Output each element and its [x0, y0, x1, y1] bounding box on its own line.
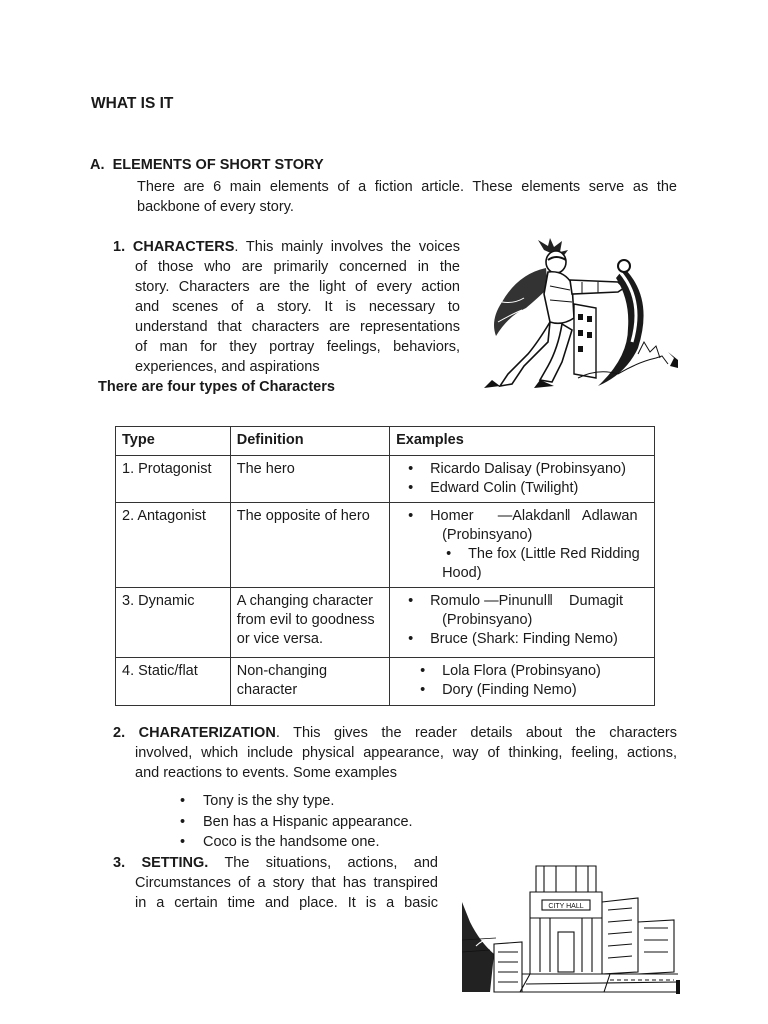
characterization-term: CHARATERIZATION	[138, 725, 276, 741]
table-cell-definition: The hero	[230, 456, 389, 503]
characterization-paragraph	[113, 723, 677, 783]
characterization-line-3: and reactions to events. Some examples	[135, 765, 397, 781]
example-item: • The fox (Little Red Ridding	[446, 546, 640, 562]
list-item: • Tony is the shy type.	[180, 791, 413, 812]
section-a-label: A.	[90, 157, 105, 173]
example-item: • Lola Flora (Probinsyano)	[420, 663, 601, 679]
example-item-continuation: Hood)	[442, 565, 482, 581]
bullet-icon: •	[420, 663, 426, 679]
table-cell-examples	[390, 456, 655, 503]
setting-term: SETTING.	[141, 855, 209, 871]
table-row	[116, 456, 655, 503]
setting-line-2: Circumstances of a story that has transpired	[135, 875, 438, 891]
table-header-row	[116, 427, 655, 456]
table-cell-definition: A changing character from evil to goodness or vice versa.	[230, 588, 389, 658]
bullet-icon: •	[408, 593, 414, 609]
table-header-examples: Examples	[390, 427, 655, 456]
table-cell-type: 2. Antagonist	[116, 503, 231, 588]
table-header-definition: Definition	[230, 427, 389, 456]
characters-number: 1.	[113, 239, 126, 255]
table-row	[116, 658, 655, 706]
table-header-type: Type	[116, 427, 231, 456]
characters-line-4: and scenes of a story. It is necessary to	[135, 299, 460, 315]
characters-line-1: . This mainly involves the voices	[234, 239, 460, 255]
list-item: • Ben has a Hispanic appearance.	[180, 812, 413, 833]
characterization-line-2: involved, which include physical appearance, way of thinking, feeling, actions,	[135, 745, 677, 761]
types-heading: There are four types of Characters	[98, 379, 335, 395]
bullet-icon: •	[180, 813, 186, 830]
characterization-examples-list	[180, 791, 413, 853]
table-cell-examples	[390, 503, 655, 588]
characters-line-6: of man for they portray feelings, behaviors,	[135, 339, 460, 355]
table-cell-definition: The opposite of hero	[230, 503, 389, 588]
setting-paragraph	[113, 853, 438, 913]
section-a-title: ELEMENTS OF SHORT STORY	[112, 157, 324, 173]
bullet-icon: •	[446, 546, 452, 562]
bullet-icon: •	[408, 480, 414, 496]
bullet-icon: •	[408, 508, 414, 524]
example-item: • Edward Colin (Twilight)	[408, 480, 579, 496]
setting-line-3: in a certain time and place. It is a basic	[135, 895, 438, 911]
section-a-intro-line-1: There are 6 main elements of a fiction article. These elements serve as the	[137, 179, 677, 195]
section-a-intro-line-2: backbone of every story.	[137, 199, 294, 215]
example-item-continuation: (Probinsyano)	[442, 612, 533, 628]
characters-term: CHARACTERS	[132, 239, 235, 255]
city-hall-illustration	[460, 862, 680, 994]
warrior-illustration	[478, 238, 678, 390]
bullet-icon: •	[180, 793, 186, 809]
characters-paragraph	[113, 237, 460, 377]
table-cell-definition: Non-changing character	[230, 658, 389, 706]
character-types-table	[115, 426, 655, 706]
table-cell-type: 4. Static/flat	[116, 658, 231, 706]
example-item: • Homer —Alakdan‖ Adlawan	[408, 508, 638, 524]
example-item: • Ricardo Dalisay (Probinsyano)	[408, 461, 626, 477]
table-cell-examples	[390, 588, 655, 658]
bullet-icon: •	[420, 682, 426, 698]
bullet-icon: •	[408, 631, 414, 647]
bullet-icon: •	[180, 834, 186, 850]
setting-number: 3.	[113, 855, 126, 871]
example-item: • Bruce (Shark: Finding Nemo)	[408, 631, 618, 647]
example-item: • Dory (Finding Nemo)	[420, 682, 577, 698]
characters-line-7: experiences, and aspirations	[135, 359, 320, 375]
table-row	[116, 588, 655, 658]
example-item: • Romulo —Pinunul‖ Dumagit	[408, 593, 624, 609]
city-hall-sign: CITY HALL	[548, 903, 584, 910]
table-cell-type: 1. Protagonist	[116, 456, 231, 503]
characterization-number: 2.	[113, 725, 126, 741]
characterization-line-1: . This gives the reader details about the characters	[275, 725, 678, 741]
characters-line-3: story. Characters are the light of every action	[135, 279, 460, 295]
bullet-icon: •	[408, 461, 414, 477]
table-row	[116, 503, 655, 588]
example-item-continuation: (Probinsyano)	[442, 527, 533, 543]
characters-line-5: understand that characters are representations	[135, 319, 460, 335]
characters-line-2: of those who are primarily concerned in the	[135, 259, 460, 275]
table-cell-examples	[390, 658, 655, 706]
section-a-heading	[90, 157, 324, 173]
setting-line-1: The situations, actions, and	[208, 855, 438, 871]
page-title: WHAT IS IT	[91, 95, 174, 112]
table-cell-type: 3. Dynamic	[116, 588, 231, 658]
list-item: • Coco is the handsome one.	[180, 832, 413, 853]
